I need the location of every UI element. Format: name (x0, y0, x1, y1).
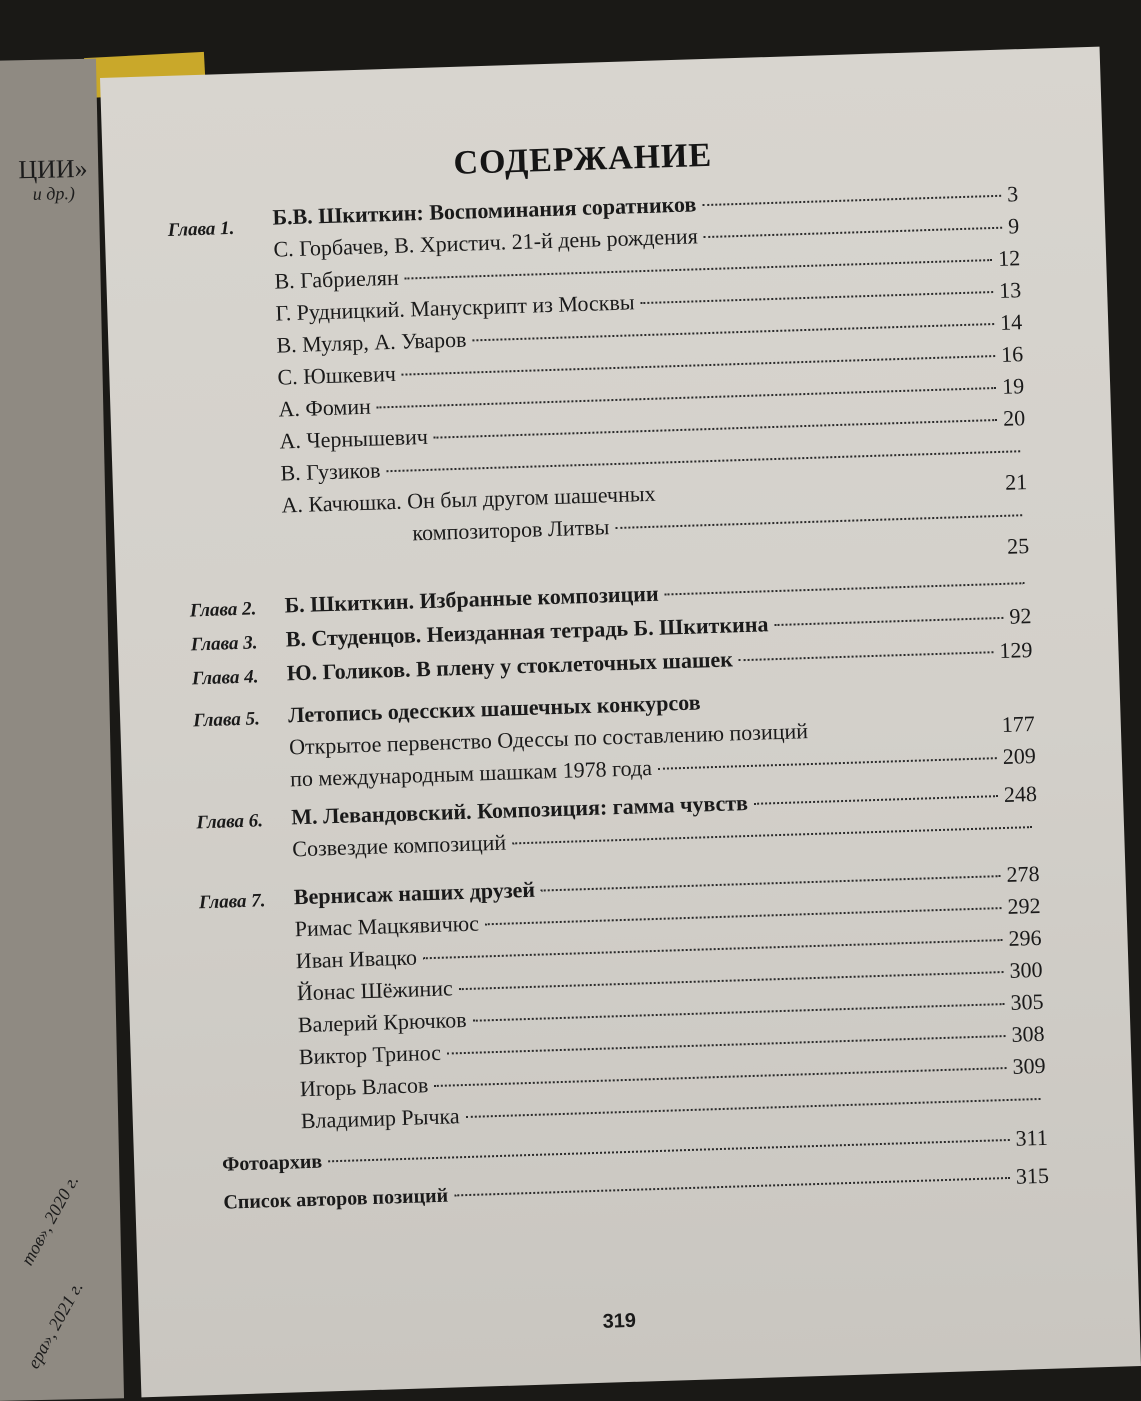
page-ref: 300 (1009, 956, 1043, 983)
page-ref: 129 (999, 637, 1033, 664)
page-number: 319 (602, 1309, 637, 1333)
page-ref: 305 (1010, 988, 1044, 1015)
chapter-label: Глава 4. (191, 666, 259, 690)
page-ref: 12 (997, 245, 1021, 271)
page-ref: 311 (1015, 1124, 1049, 1151)
page-ref: 278 (1006, 860, 1040, 887)
item-text: В. Гузиков (280, 457, 381, 486)
left-page-snippet: ЦИИ» (17, 153, 88, 185)
page-ref: 3 (1006, 181, 1019, 207)
chapter-heading: Б. Шкиткин. Избранные композиции (284, 580, 659, 618)
item-text: А. Качюшка. Он был другом шашечных (281, 480, 656, 518)
chapter-label: Глава 6. (196, 810, 264, 834)
page-title: СОДЕРЖАНИЕ (452, 136, 713, 182)
page-ref: 292 (1007, 892, 1041, 919)
page-ref: 296 (1008, 924, 1042, 951)
item-text: С. Горбачев, В. Христич. 21-й день рождения (273, 223, 699, 262)
page-ref: 209 (1002, 742, 1037, 769)
chapter-label: Глава 7. (198, 890, 266, 914)
chapter-heading: В. Студенцов. Неизданная тетрадь Б. Шкиткина (285, 611, 769, 652)
item-text: Открытое первенство Одессы по составлению позиций (288, 718, 809, 760)
item-text: Владимир Рычка (300, 1103, 460, 1134)
page-ref: 13 (998, 277, 1022, 303)
page-ref: 25 (1006, 533, 1030, 559)
chapter-label: Глава 5. (192, 708, 261, 732)
item-text: А. Чернышевич (279, 423, 429, 454)
appendix-title: Список авторов позиций (223, 1184, 449, 1214)
page-ref: 21 (1004, 469, 1028, 495)
chapter-heading: Вернисаж наших друзей (293, 876, 536, 910)
chapter-label: Глава 2. (189, 598, 257, 622)
item-text: Иван Ивацко (295, 944, 418, 974)
item-text: композиторов Литвы (412, 514, 610, 546)
page-ref: 309 (1012, 1052, 1046, 1079)
left-page-snippet: тов», 2020 г. (16, 1171, 83, 1269)
item-text: В. Габриелян (274, 264, 400, 294)
page-ref: 315 (1015, 1162, 1050, 1189)
item-text: по международным шашкам 1978 года (289, 755, 653, 792)
page-ref: 248 (1003, 780, 1038, 807)
item-text: Йонас Шёжинис (296, 975, 454, 1006)
page-ref: 19 (1001, 373, 1025, 399)
chapter-heading: М. Левандовский. Композиция: гамма чувств (290, 790, 749, 830)
chapter-heading: Летопись одесских шашечных конкурсов (287, 689, 701, 728)
item-text: С. Юшкевич (277, 360, 397, 390)
page-ref: 177 (1001, 710, 1036, 737)
page-ref: 16 (1000, 341, 1024, 367)
chapter-label: Глава 1. (167, 217, 235, 241)
left-page-snippet: и др.) (32, 183, 76, 204)
table-of-contents (100, 47, 1141, 1398)
book-page (100, 47, 1141, 1398)
page-ref: 308 (1011, 1020, 1045, 1047)
chapter-heading: Б.В. Шкиткин: Воспоминания соратников (272, 191, 697, 230)
item-text: Г. Рудницкий. Манускрипт из Москвы (275, 289, 635, 326)
page-ref: 14 (999, 309, 1023, 335)
item-text: Виктор Тринос (298, 1039, 442, 1070)
page-ref: 20 (1002, 405, 1026, 431)
page-ref: 92 (1008, 603, 1032, 629)
item-text: В. Муляр, А. Уваров (276, 326, 467, 358)
chapter-heading: Ю. Голиков. В плену у стоклеточных шашек (286, 646, 734, 686)
item-text: А. Фомин (278, 393, 372, 422)
appendix-title: Фотоархив (221, 1150, 323, 1176)
left-page-snippet: ера», 2021 г. (23, 1278, 87, 1372)
item-text: Римас Мацкявичюс (294, 910, 480, 942)
item-text: Игорь Власов (299, 1072, 429, 1102)
item-text: Созвездие композиций (291, 829, 507, 862)
chapter-label: Глава 3. (190, 632, 258, 656)
item-text: Валерий Крючков (297, 1006, 467, 1038)
page-ref: 9 (1007, 213, 1020, 239)
